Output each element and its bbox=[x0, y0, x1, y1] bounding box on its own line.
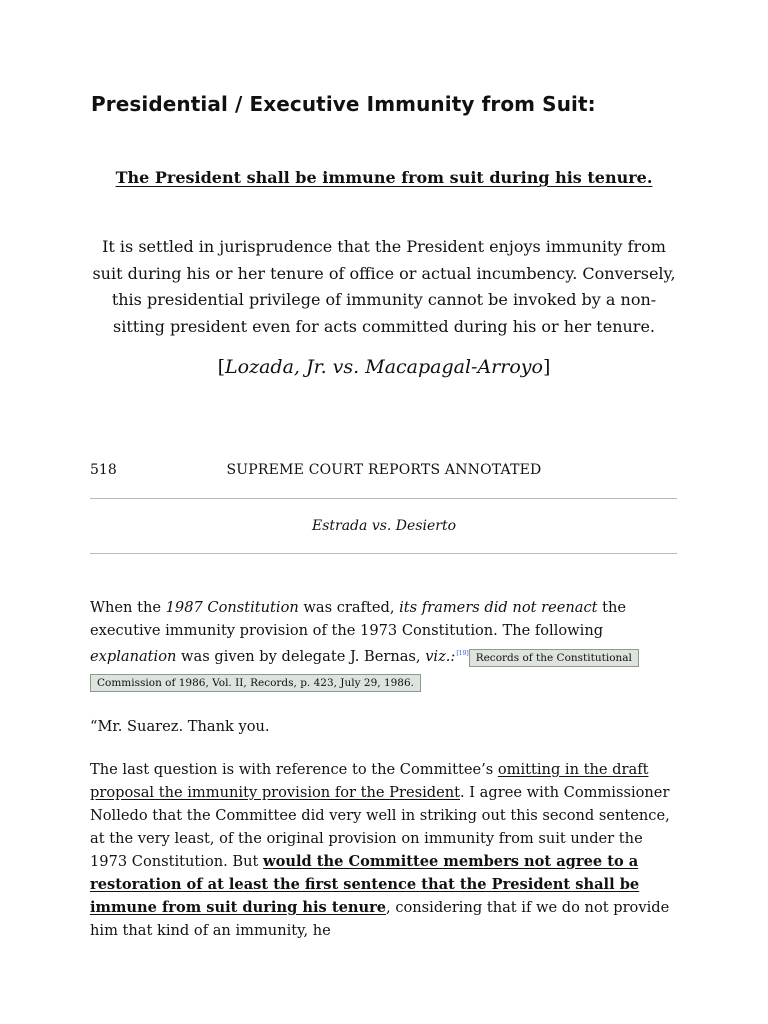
citation-case-name: Lozada, Jr. vs. Macapagal-Arroyo bbox=[225, 356, 543, 378]
framers-phrase: its framers did not reenact bbox=[399, 599, 598, 616]
intro-paragraph: When the 1987 Constitution was crafted, its framers did not reenact the executive immunity provision of the 1973 Constitution. The following explanation was given by delegate J. Bernas, viz.:[19] Records of the Constitutional Commission of 1986, Vol. II, Records, p. 423, July 29, 1986. bbox=[90, 596, 682, 695]
footnote-tooltip: Records of the Constitutional Commission of 1986, Vol. II, Records, p. 423, July 29, 1986. bbox=[90, 649, 639, 692]
underlined-omission-phrase: omitting in the draft proposal the immunity provision for the President bbox=[90, 760, 649, 801]
principle-statement: The President shall be immune from suit during his tenure. bbox=[115, 168, 653, 187]
bold-restoration-question: would the Committee members not agree to a restoration of at least the first sentence that the President shall be immune from suit during his tenure bbox=[90, 852, 640, 916]
document-body bbox=[90, 596, 682, 942]
page-heading: Presidential / Executive Immunity from Suit: bbox=[91, 92, 596, 116]
case-citation bbox=[0, 356, 768, 378]
constitution-reference: 1987 Constitution bbox=[165, 599, 299, 616]
header-divider-bottom bbox=[90, 553, 677, 554]
viz-word: viz.: bbox=[425, 647, 456, 665]
speaker-line: “Mr. Suarez. Thank you. bbox=[90, 717, 270, 735]
header-divider-top bbox=[90, 498, 677, 499]
question-paragraph: The last question is with reference to the Committee’s omitting in the draft proposal the immunity provision for the President. I agree with Commissioner Nolledo that the Committee did very well in striking out this second sentence, at the very least, of the original provision on immunity from suit under the 1973 Constitution. But would the Committee members not agree to a restoration of at least the first sentence that the President shall be immune from suit during his tenure, considering that if we do not provide him that kind of an immunity, he bbox=[90, 760, 670, 939]
explanation-word: explanation bbox=[90, 647, 177, 665]
reporter-title: SUPREME COURT REPORTS ANNOTATED bbox=[226, 462, 542, 478]
citation-open-bracket: [ bbox=[217, 356, 226, 378]
page-number: 518 bbox=[90, 462, 117, 478]
citation-close-bracket: ] bbox=[542, 356, 551, 378]
jurisprudence-quote: It is settled in jurisprudence that the President enjoys immunity from suit during his or her tenure of office or actual incumbency. Conversely, this presidential privilege of immunity cannot be invoked by a non-sitting president even for acts committed during his or her tenure. bbox=[92, 237, 676, 336]
case-title: Estrada vs. Desierto bbox=[311, 518, 457, 534]
footnote-reference-link[interactable]: [19] bbox=[456, 650, 469, 657]
